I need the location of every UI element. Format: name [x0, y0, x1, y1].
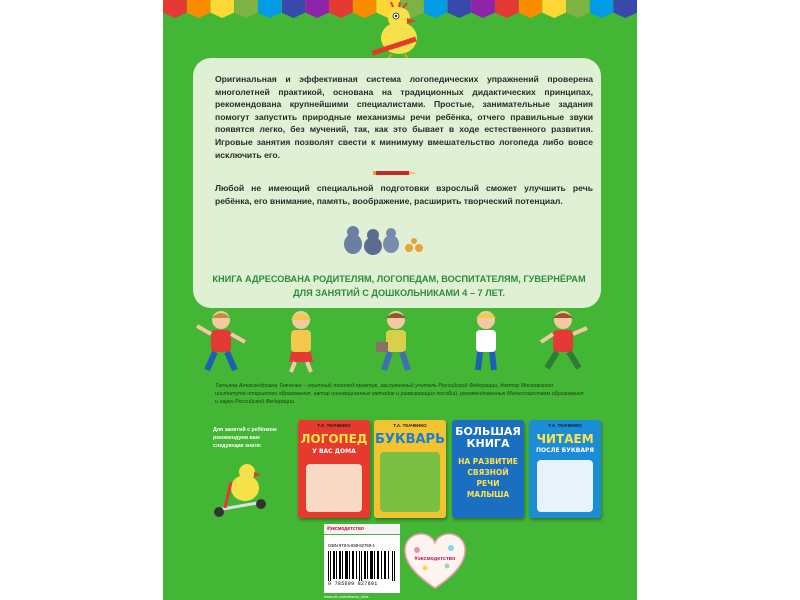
pencil-stripe: [590, 0, 614, 18]
heart-text: #эксмодетство: [414, 556, 456, 562]
book-author: Т.А. ТКАЧЕНКО: [317, 423, 351, 428]
recommended-book-4[interactable]: [529, 420, 601, 518]
parrot-scooter-illustration: [211, 462, 271, 520]
child-illustration-1: [193, 308, 249, 374]
recommend-label: Для занятий с ребёнком рекомендуем вам следующие книги:: [213, 427, 277, 449]
recommended-book-3[interactable]: [452, 420, 524, 518]
ean-code: 9 785699 827691: [328, 581, 378, 587]
child-illustration-5: [535, 308, 591, 374]
audience-heading: КНИГА АДРЕСОВАНА РОДИТЕЛЯМ, ЛОГОПЕДАМ, ВОСПИТАТЕЛЯМ, ГУВЕРНЁРАМ ДЛЯ ЗАНЯТИЙ С ДОШКОЛЬНИКАМИ 4 – 7 ЛЕТ.: [212, 274, 586, 298]
barcode: [324, 535, 400, 593]
book-subtitle: ПОСЛЕ БУКВАРЯ: [535, 447, 595, 454]
child-illustration-2: [273, 308, 329, 374]
benefit-paragraph: Любой не имеющий специальной подготовки взрослый сможет улучшить речь ребёнка, его внимание, память, воображение, расширить творческий потенциал.: [215, 183, 593, 206]
pencil-stripe: [471, 0, 495, 18]
pencil-stripe: [234, 0, 258, 18]
pencil-stripe: [613, 0, 637, 18]
pencil-stripe: [258, 0, 282, 18]
description-paragraph: Оригинальная и эффективная система логопедических упражнений проверена многолетней практикой, основана на традиционных дидактических принципах, рекомендована крупнейшими специалистами. Простые, занимательные задания помогут запустить природные механизмы речи ребёнка, отчего правильные звуки появятся легко, без мучений, так, как это бывает в ходе естественного развития. Игровые занятия позволят свести к минимуму вмешательство логопеда либо вовсе исключить его.: [215, 74, 593, 160]
parrot-illustration: [363, 2, 433, 64]
pencil-stripe: [447, 0, 471, 18]
pencil-stripe: [187, 0, 211, 18]
recommended-book-2[interactable]: [374, 420, 446, 518]
isbn: ISBN 978-5-699-82769-1: [328, 543, 375, 548]
pencil-stripe: [566, 0, 590, 18]
recommended-book-1[interactable]: [298, 420, 370, 518]
pencil-stripe: [163, 0, 187, 18]
pencil-stripe: [282, 0, 306, 18]
back-cover: [163, 0, 637, 600]
pencil-stripe: [519, 0, 543, 18]
pencil-stripe: [495, 0, 519, 18]
book-subtitle: НА РАЗВИТИЕ СВЯЗНОЙ РЕЧИ МАЛЫША: [458, 457, 518, 499]
pencil-divider-icon: [373, 169, 419, 177]
book-title: БУКВАРЬ: [375, 432, 445, 447]
publisher-label: #эксмодетство: [324, 524, 400, 534]
pencil-stripe: [542, 0, 566, 18]
child-illustration-4: [458, 308, 514, 374]
author-bio: Татьяна Александровна Ткаченко – опытный логопед-практик, заслуженный учитель Российской Федерации, доктор Московского института открытого образования, автор инновационных методик и развивающих пособий, рекомендованных Министерством образования и науки Российской Федерации.: [215, 383, 584, 406]
social-link: www.vk.com/eksmo_kids: [324, 594, 369, 599]
book-illustration: [380, 452, 440, 512]
book-subtitle: У ВАС ДОМА: [312, 448, 356, 455]
book-title: ЛОГОПЕД: [300, 432, 368, 446]
pencil-stripe: [210, 0, 234, 18]
book-author: Т.А. ТКАЧЕНКО: [548, 423, 582, 428]
book-title: ЧИТАЕМ: [536, 432, 594, 446]
book-illustration: [306, 464, 362, 512]
book-illustration: [537, 460, 593, 512]
barcode-bars: [328, 551, 396, 581]
pencil-stripe: [305, 0, 329, 18]
book-title: БОЛЬШАЯ КНИГА: [455, 425, 521, 450]
book-author: Т.А. ТКАЧЕНКО: [393, 423, 427, 428]
birds-illustration: [339, 224, 427, 258]
child-illustration-3: [368, 308, 424, 374]
heart-badge-icon: [403, 532, 467, 590]
pencil-stripe: [329, 0, 353, 18]
